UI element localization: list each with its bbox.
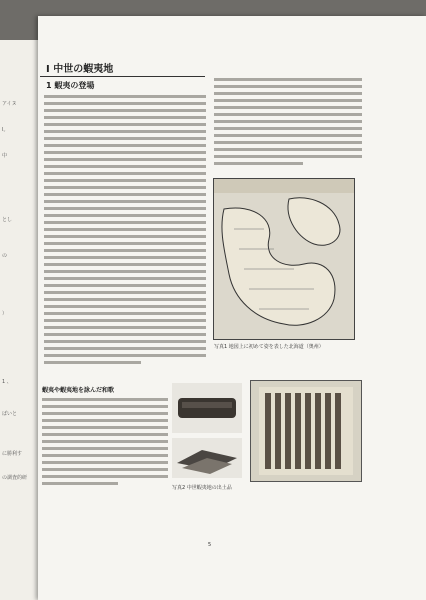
left-fragment: 1 、	[2, 379, 12, 385]
left-fragment: アイヌ	[2, 101, 17, 107]
section-title: Ⅰ 中世の蝦夷地	[46, 64, 114, 75]
waka-box	[42, 385, 168, 515]
left-fragment: ばいと	[2, 411, 18, 417]
left-fragment: 中	[2, 153, 8, 159]
figure2-caption: 写真2 中世蝦夷地の出土品	[172, 485, 232, 491]
left-fragment: の	[2, 253, 8, 259]
left-fragment: ）	[2, 311, 8, 317]
left-fragment: の調査的研	[2, 475, 28, 481]
artifact-photo-top	[172, 383, 242, 433]
page-number: 5	[208, 542, 212, 548]
old-map-figure	[213, 178, 355, 340]
scroll-photo	[250, 380, 362, 482]
left-fragment: とし	[2, 217, 13, 223]
body-text-left	[44, 95, 206, 368]
section-rule	[40, 76, 205, 77]
old-map-image	[214, 179, 354, 339]
box-title: 蝦夷や蝦夷地を詠んだ和歌	[42, 387, 115, 394]
subsection-title: 1 蝦夷の登場	[46, 81, 95, 90]
left-fragment: に勝利す	[2, 451, 23, 457]
figure1-caption: 写真1 地図上に初めて姿を表した北海道（奥州）	[214, 344, 324, 350]
previous-page-edge	[0, 40, 40, 600]
artifact-photo-bottom	[172, 438, 242, 478]
body-text-right	[214, 78, 362, 169]
left-fragment: Ⅰ。	[2, 127, 9, 133]
